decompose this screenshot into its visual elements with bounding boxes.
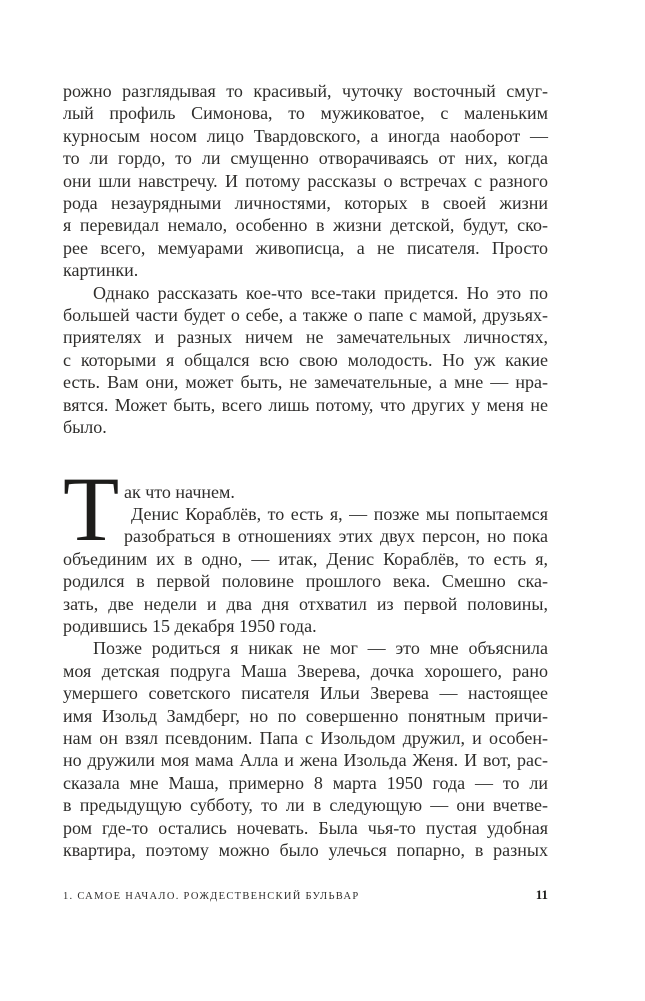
- text-line: я перевидал немало, особенно в жизни детской, будут, ско-: [63, 215, 548, 236]
- paragraph: [63, 80, 548, 282]
- text-line: с которыми я общался всю свою молодость. Но уж какие: [63, 349, 548, 370]
- text-line: большей части будет о себе, а также о папе с мамой, друзьях-: [63, 305, 548, 326]
- footer-page-number: 11: [535, 887, 548, 903]
- text-line: зать, две недели и два дня отхватил из первой половины,: [63, 593, 548, 614]
- text-line: Однако рассказать кое-что все-таки придется. Но это по: [93, 282, 548, 303]
- text-line: лый профиль Симонова, то мужиковатое, с маленьким: [63, 103, 548, 124]
- paragraph: [63, 282, 548, 439]
- drop-cap-letter: Т: [63, 457, 120, 560]
- chapter-section: [63, 457, 548, 862]
- footer-running-title: 1. САМОЕ НАЧАЛО. РОЖДЕСТВЕНСКИЙ БУЛЬВАР: [63, 891, 360, 903]
- text-line: умершего советского писателя Ильи Зверева — настоящее: [63, 683, 548, 704]
- text-line: родившись 15 декабря 1950 года.: [63, 615, 317, 636]
- text-line: Денис Кораблёв, то есть я, — позже мы попытаемся: [131, 503, 548, 524]
- text-line: приятелях и разных ничем не замечательных личностях,: [63, 327, 548, 348]
- page-footer: [63, 887, 548, 903]
- text-line: в предыдущую субботу, то ли в следующую — они вчетве-: [63, 795, 548, 816]
- text-line: они шли навстречу. И потому рассказы о встречах с разного: [63, 170, 548, 191]
- text-line: картинки.: [63, 260, 139, 281]
- text-line: рода незаурядными личностями, которых в своей жизни: [63, 193, 548, 214]
- text-line: ак что начнем.: [124, 481, 235, 502]
- page-body: [63, 80, 548, 861]
- text-line: вятся. Может быть, всего лишь потому, что других у меня не: [63, 394, 548, 415]
- text-line: квартира, поэтому можно было улечься попарно, в разных: [63, 840, 548, 860]
- text-line: курносым носом лицо Твардовского, а иногда наоборот —: [63, 125, 548, 146]
- text-line: Позже родиться я никак не мог — это мне объяснила: [93, 638, 548, 659]
- text-line: было.: [63, 417, 107, 438]
- text-line: рожно разглядывая то красивый, чуточку восточный смуг-: [63, 81, 548, 101]
- text-line: есть. Вам они, может быть, не замечательные, а мне — нра-: [63, 372, 548, 393]
- text-line: разобраться в отношениях этих двух персон, но пока: [124, 526, 548, 547]
- text-line: рее всего, мемуарами живописца, а не писателя. Просто: [63, 237, 548, 258]
- text-line: но дружили моя мама Алла и жена Изольда Женя. И вот, рас-: [63, 750, 548, 771]
- text-line: родился в первой половине прошлого века. Смешно ска-: [63, 571, 548, 592]
- text-line: ром где-то остались ночевать. Была чья-то пустая удобная: [63, 817, 548, 838]
- text-line: моя детская подруга Маша Зверева, дочка хорошего, рано: [63, 660, 548, 681]
- text-line: сказала мне Маша, примерно 8 марта 1950 года — то ли: [63, 772, 548, 793]
- text-line: объединим их в одно, — итак, Денис Кораблёв, то есть я,: [63, 548, 548, 569]
- text-line: нам он взял псевдоним. Папа с Изольдом дружил, и особен-: [63, 727, 548, 748]
- text-line: имя Изольд Замдберг, но по совершенно понятным причи-: [63, 705, 548, 726]
- text-line: то ли гордо, то ли смущенно отворачиваясь от них, когда: [63, 148, 548, 169]
